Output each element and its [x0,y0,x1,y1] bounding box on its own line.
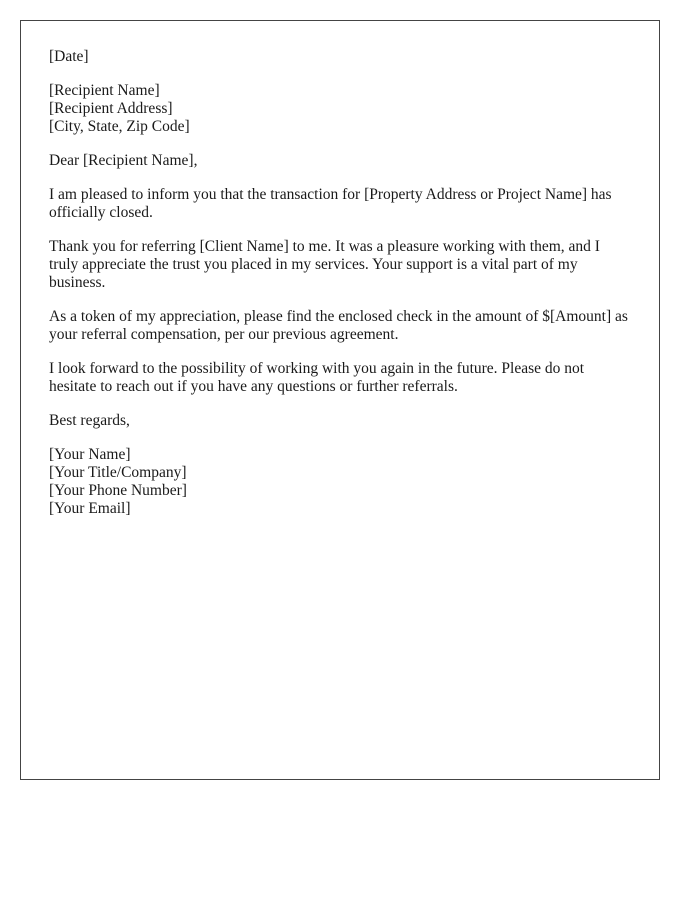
body-paragraph: I look forward to the possibility of working with you again in the future. Please do not hesitate to reach out if you have any questions or further referrals. [49,360,585,395]
recipient-block [49,82,631,136]
sender-phone: [Your Phone Number] [49,482,187,499]
sender-email: [Your Email] [49,500,131,517]
recipient-name: [Recipient Name] [49,82,160,99]
closing: Best regards, [49,412,130,429]
recipient-address: [Recipient Address] [49,100,173,117]
salutation: Dear [Recipient Name], [49,152,198,169]
signature-block [49,446,631,518]
recipient-city: [City, State, Zip Code] [49,118,190,135]
body-paragraph: As a token of my appreciation, please find the enclosed check in the amount of $[Amount] as your referral compensation, per our previous agreement. [49,308,628,343]
letter-page [20,20,660,780]
date: [Date] [49,48,89,65]
sender-name: [Your Name] [49,446,131,463]
body-paragraph: Thank you for referring [Client Name] to me. It was a pleasure working with them, and I truly appreciate the trust you placed in my services. Your support is a vital part of my business. [49,238,600,291]
sender-title: [Your Title/Company] [49,464,187,481]
body-paragraph: I am pleased to inform you that the transaction for [Property Address or Project Name] has officially closed. [49,186,612,221]
